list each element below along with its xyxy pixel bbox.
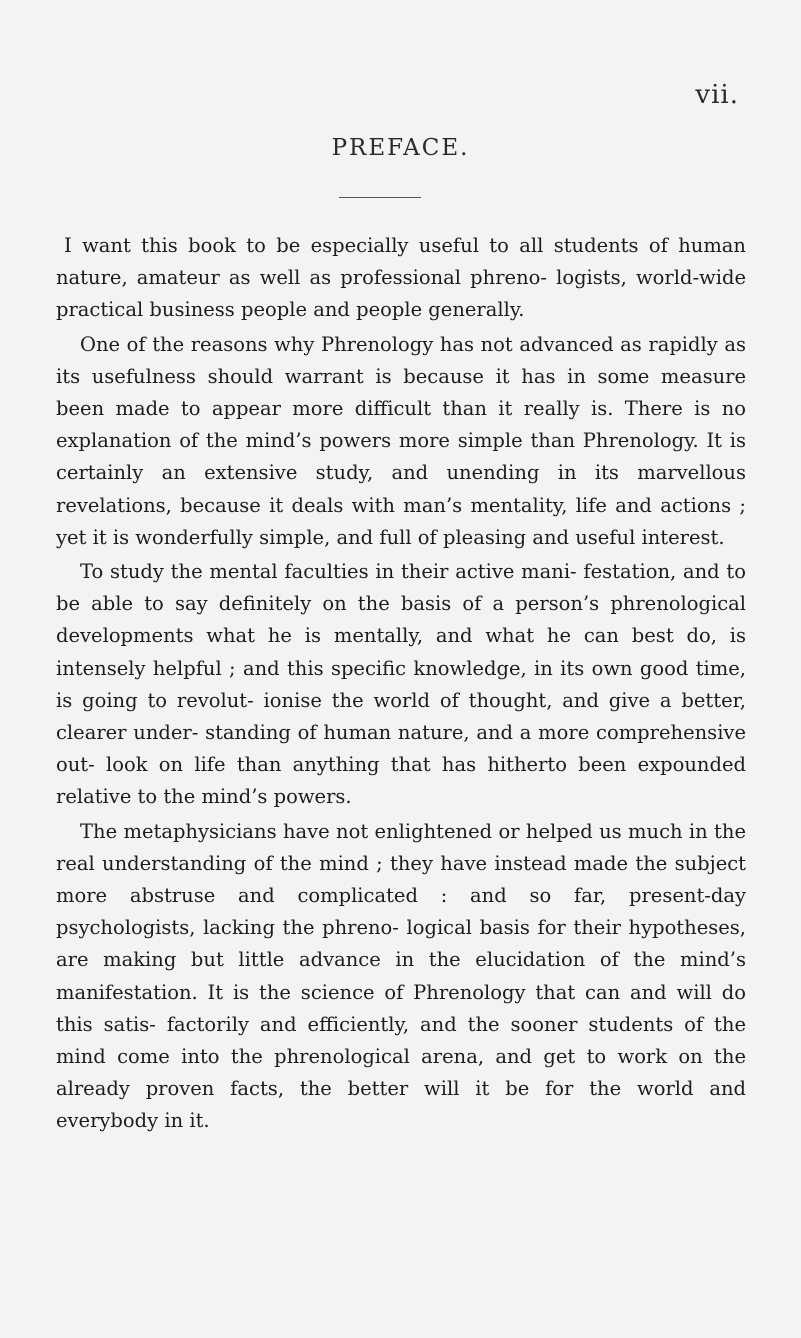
page-number: vii. — [695, 80, 739, 110]
title-divider — [339, 197, 421, 198]
paragraph: The metaphysicians have not enlightened or helped us much in the real understanding of the mind ; they have instead made the subject more abstruse and complicated : and so far, present-day psychologists, lacking the phreno- logical basis for their hypotheses, are making but little advance in the elucidation of the mind’s manifestation. It is the science of Phrenology that can and will do this satis- factorily and efficiently, and the sooner students of the mind come into the phrenological arena, and get to work on the already proven facts, the better will it be for the world and everybody in it. — [56, 819, 746, 1133]
preface-body — [56, 230, 746, 1140]
paragraph: To study the mental faculties in their active mani- festation, and to be able to say definitely on the basis of a person’s phrenological developments what he is mentally, and what he can best do, is intensely helpful ; and this specific knowledge, in its own good time, is going to revolut- ionise the world of thought, and give a better, clearer under- standing of human nature, and a more comprehensive out- look on life than anything that has hitherto been expounded relative to the mind’s powers. — [56, 560, 746, 809]
paragraph: I want this book to be especially useful to all students of human nature, amateur as well as professional phreno- logists, world-wide practical business people and people generally. — [56, 234, 746, 322]
page-title: PREFACE. — [331, 135, 470, 161]
paragraph: One of the reasons why Phrenology has not advanced as rapidly as its usefulness should warrant is because it has in some measure been made to appear more difficult than it really is. There is no explanation of the mind’s powers more simple than Phrenology. It is certainly an extensive study, and unending in its marvellous revelations, because it deals with man’s mentality, life and actions ; yet it is wonderfully simple, and full of pleasing and useful interest. — [56, 332, 746, 549]
